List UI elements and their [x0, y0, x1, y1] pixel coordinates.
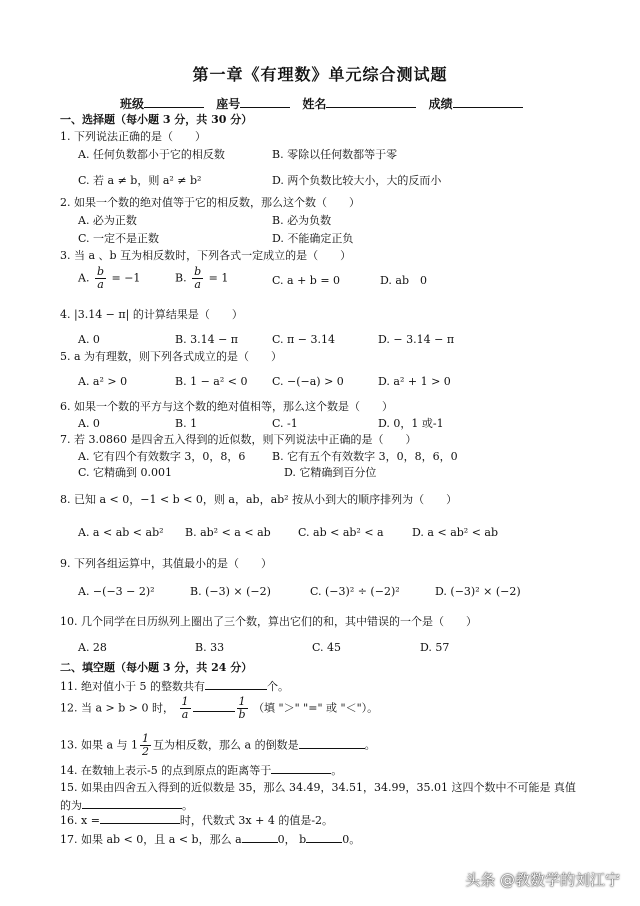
q17 [60, 831, 360, 847]
q7-option-d: D. 它精确到百分位 [284, 466, 377, 479]
class-label: 班级 [120, 97, 145, 111]
q13-answer-blank[interactable] [299, 737, 365, 749]
q6-option-c: C. -1 [272, 417, 298, 430]
q16-text-end: 时，代数式 3x + 4 的值是-2。 [179, 814, 334, 827]
q4-option-d: D. − 3.14 − π [378, 333, 455, 346]
q12-num2: 1 [237, 696, 248, 709]
q12-text: 12. 当 a > b > 0 时， [60, 701, 175, 715]
q6-option-b: B. 1 [175, 417, 198, 430]
q3-b-numerator: b [194, 265, 202, 278]
q3-a-label: A. [78, 271, 90, 285]
q5-option-c: C. −(−a) > 0 [272, 375, 344, 388]
q4-option-a: A. 0 [78, 333, 100, 346]
q3-a-numerator: b [96, 265, 104, 278]
q17-text-mid: 0， b [277, 833, 307, 846]
q2-option-b: B. 必为负数 [272, 214, 332, 227]
q3-stem: 3. 当 a 、b 互为相反数时，下列各式一定成立的是（ ） [60, 249, 352, 262]
score-label: 成绩 [428, 97, 453, 111]
q13 [60, 733, 376, 758]
q7-stem: 7. 若 3.0860 是四舍五入得到的近似数，则下列说法中正确的是（ ） [60, 433, 417, 446]
q10-option-b: B. 33 [195, 641, 225, 654]
q14-text-end: 。 [331, 764, 343, 777]
q13-text-end: 。 [364, 738, 376, 752]
q5-option-a: A. a² > 0 [78, 375, 128, 388]
q1-option-a: A. 任何负数都小于它的相反数 [78, 148, 225, 161]
q3-option-b [175, 266, 228, 291]
q12 [60, 696, 378, 721]
q16-answer-blank[interactable] [100, 812, 180, 824]
q12-num1: 1 [181, 695, 189, 708]
q16-text: 16. x = [60, 814, 100, 827]
q5-stem: 5. a 为有理数，则下列各式成立的是（ ） [60, 350, 283, 363]
q10-option-d: D. 57 [420, 641, 450, 654]
section-choice-heading: 一、选择题（每小题 3 分，共 30 分） [60, 113, 253, 126]
q17-blank-b[interactable] [306, 831, 342, 843]
q14-text: 14. 在数轴上表示-5 的点到原点的距离等于 [60, 764, 272, 777]
q7-option-c: C. 它精确到 0.001 [78, 466, 173, 479]
q5-option-b: B. 1 − a² < 0 [175, 375, 248, 388]
class-blank [144, 95, 204, 108]
q9-option-d: D. (−3)² × (−2) [435, 585, 521, 598]
watermark: 头条 @教数学的刘江宁 [465, 871, 620, 889]
q9-option-c: C. (−3)² ÷ (−2)² [310, 585, 400, 598]
q3-b-fraction [192, 266, 203, 291]
q13-num: 1 [142, 732, 150, 745]
q11 [60, 678, 289, 694]
q3-option-a [78, 266, 140, 291]
q3-b-rest: = 1 [208, 271, 229, 285]
q13-text-mid: 互为相反数，那么 a 的倒数是 [153, 738, 299, 752]
q15 [60, 779, 580, 815]
q17-text: 17. 如果 ab < 0，且 a < b，那么 a [60, 833, 242, 846]
q13-text: 13. 如果 a 与 1 [60, 738, 139, 752]
q1-option-c: C. 若 a ≠ b，则 a² ≠ b² [78, 174, 202, 187]
exam-title: 第一章《有理数》单元综合测试题 [192, 65, 448, 84]
score-blank [453, 95, 523, 108]
q14-answer-blank[interactable] [271, 762, 331, 774]
q9-option-b: B. (−3) × (−2) [190, 585, 271, 598]
q15-answer-blank[interactable] [82, 797, 182, 809]
q3-b-label: B. [175, 271, 187, 285]
q4-stem: 4. |3.14 − π| 的计算结果是（ ） [60, 308, 243, 321]
q9-stem: 9. 下列各组运算中，其值最小的是（ ） [60, 557, 272, 570]
q2-option-a: A. 必为正数 [78, 214, 137, 227]
q12-fraction-2 [237, 696, 248, 721]
section-fill-heading: 二、填空题（每小题 3 分，共 24 分） [60, 661, 253, 674]
q5-option-d: D. a² + 1 > 0 [378, 375, 451, 388]
q8-option-c: C. ab < ab² < a [298, 526, 384, 539]
q7-option-b: B. 它有五个有效数字 3，0，8，6，0 [272, 450, 458, 463]
q6-option-a: A. 0 [78, 417, 100, 430]
q17-blank-a[interactable] [242, 831, 278, 843]
q8-option-a: A. a < ab < ab² [78, 526, 164, 539]
q12-den1: a [181, 708, 189, 721]
q3-b-denominator: a [194, 278, 201, 291]
q1-stem: 1. 下列说法正确的是（ ） [60, 130, 206, 143]
q12-answer-blank[interactable] [193, 700, 235, 712]
name-blank [326, 95, 416, 108]
q3-a-denominator: a [97, 278, 104, 291]
q8-option-b: B. ab² < a < ab [185, 526, 271, 539]
name-label: 姓名 [302, 97, 327, 111]
q12-text-end: （填 "＞" "=" 或 "＜"）。 [253, 701, 379, 715]
q10-option-c: C. 45 [312, 641, 342, 654]
q17-text-end: 0。 [342, 833, 361, 846]
q12-den2: b [238, 708, 246, 721]
q15-text-end: 。 [182, 799, 193, 812]
q13-den: 2 [142, 745, 150, 758]
q1-option-d: D. 两个负数比较大小，大的反而小 [272, 174, 442, 187]
q3-a-rest: = −1 [111, 271, 141, 285]
q11-text-end: 个。 [266, 680, 289, 693]
q11-answer-blank[interactable] [205, 678, 267, 690]
q3-option-c: C. a + b = 0 [272, 274, 341, 287]
q2-option-d: D. 不能确定正负 [272, 232, 354, 245]
q3-a-fraction [95, 266, 106, 291]
q2-option-c: C. 一定不是正数 [78, 232, 160, 245]
q6-option-d: D. 0，1 或-1 [378, 417, 444, 430]
q12-fraction-1 [180, 696, 191, 721]
q15-text: 15. 如果由四舍五入得到的近似数是 35，那么 34.49，34.51，34.99，35.01 这四个数中不可能是 真值的为 [60, 781, 576, 812]
seat-blank [240, 95, 290, 108]
q10-option-a: A. 28 [78, 641, 107, 654]
q1-option-b: B. 零除以任何数都等于零 [272, 148, 398, 161]
q4-option-c: C. π − 3.14 [272, 333, 335, 346]
q2-stem: 2. 如果一个数的绝对值等于它的相反数，那么这个数（ ） [60, 196, 360, 209]
q16 [60, 812, 333, 828]
q8-stem: 8. 已知 a < 0，−1 < b < 0，则 a，ab，ab² 按从小到大的顺序排列为（ ） [60, 493, 458, 506]
q3-option-d: D. ab 0 [380, 274, 428, 287]
q4-option-b: B. 3.14 − π [175, 333, 239, 346]
q6-stem: 6. 如果一个数的平方与这个数的绝对值相等，那么这个数是（ ） [60, 400, 393, 413]
student-info-row [120, 95, 531, 112]
q11-text: 11. 绝对值小于 5 的整数共有 [60, 680, 205, 693]
q10-stem: 10. 几个同学在日历纵列上圈出了三个数，算出它们的和，其中错误的一个是（ ） [60, 615, 477, 628]
q9-option-a: A. −(−3 − 2)² [78, 585, 155, 598]
q7-option-a: A. 它有四个有效数字 3，0，8，6 [78, 450, 246, 463]
q14 [60, 762, 342, 778]
q13-fraction [140, 733, 151, 758]
q8-option-d: D. a < ab² < ab [412, 526, 499, 539]
seat-label: 座号 [216, 97, 241, 111]
